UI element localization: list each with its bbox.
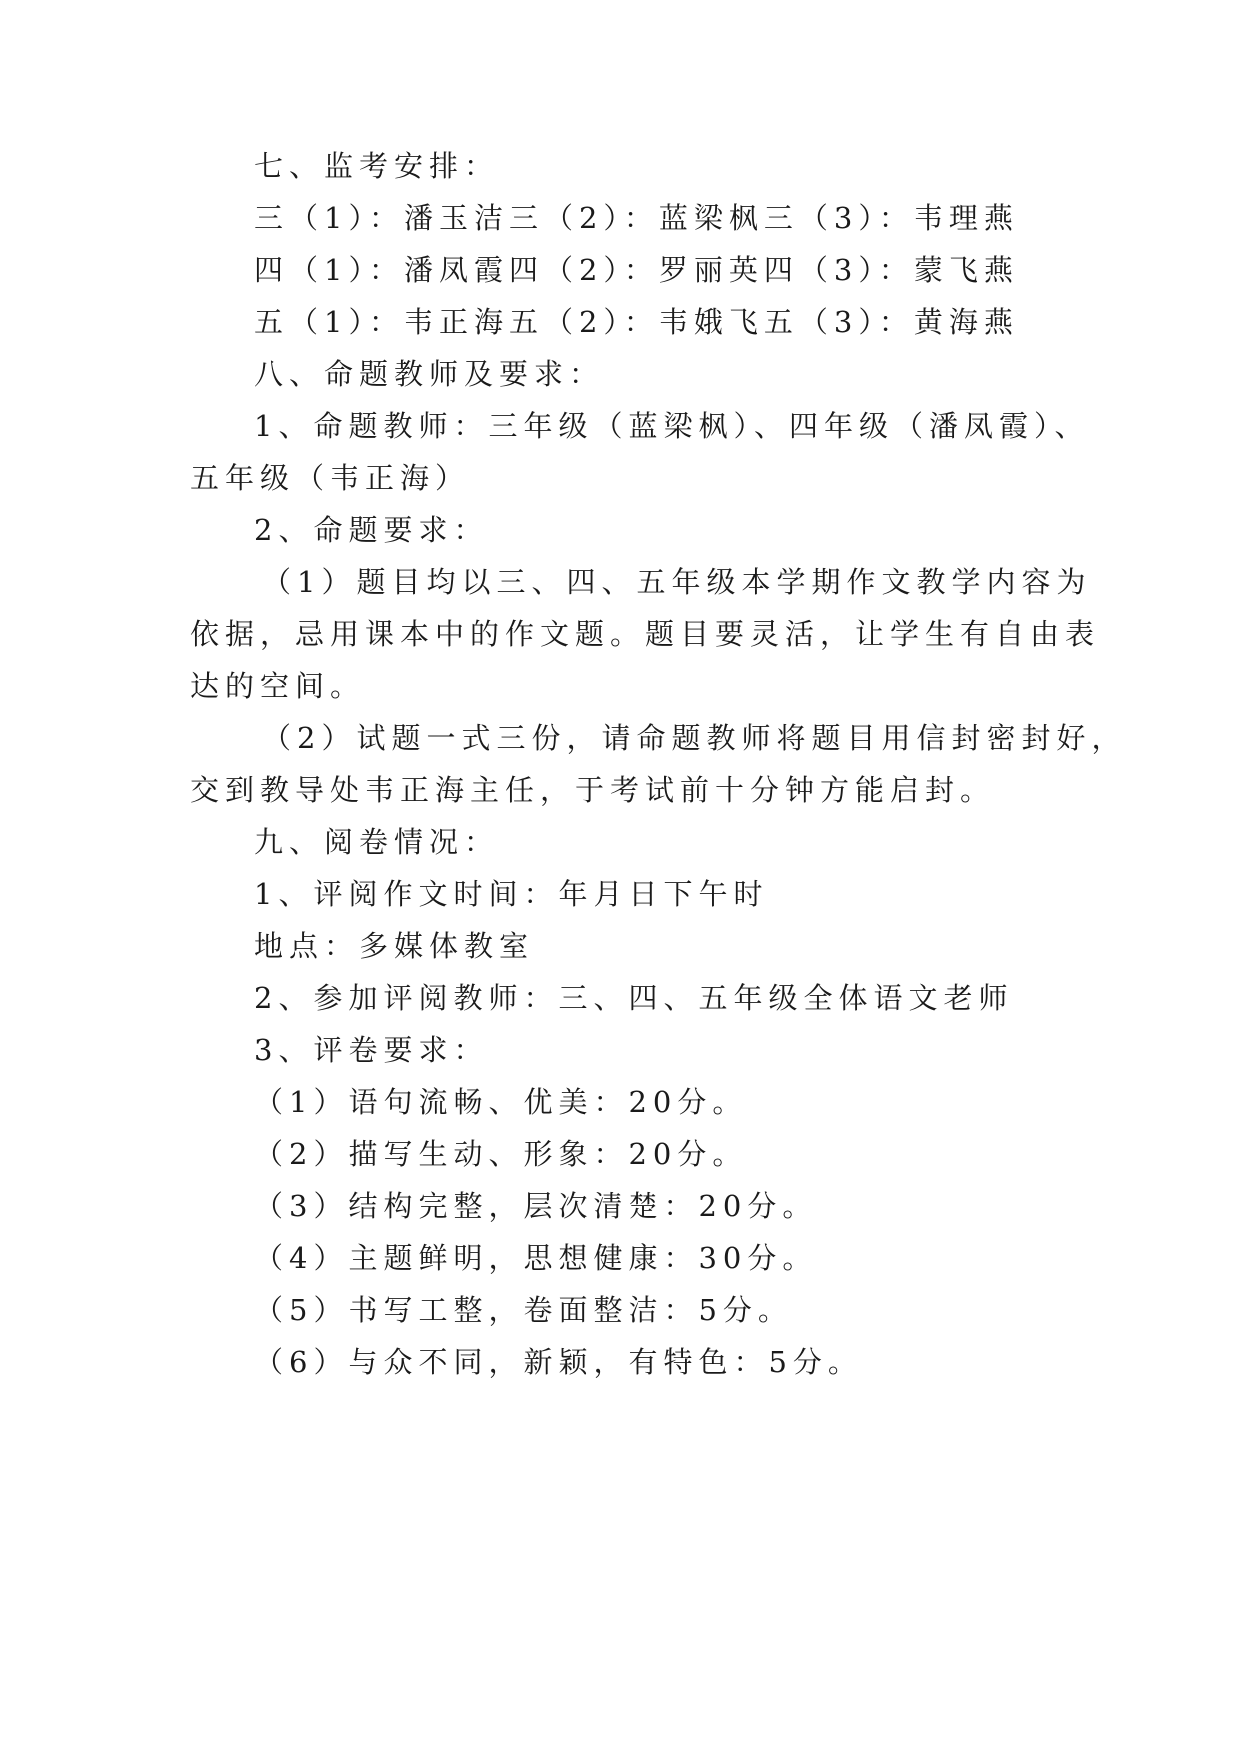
criterion-5: （5）书写工整，卷面整洁：5分。 [254, 1293, 793, 1327]
requirement-1-line-2: 依据，忌用课本中的作文题。题目要灵活，让学生有自由表 [190, 617, 1101, 651]
proctor-row-grade-5: 五（1）：韦正海五（2）：韦娥飞五（3）：黄海燕 [254, 305, 1019, 339]
requirement-2-line-1: （2）试题一式三份，请命题教师将题目用信封密封好， [262, 721, 1127, 755]
grading-requirements-heading: 3、评卷要求： [254, 1033, 489, 1067]
proctor-row-grade-3: 三（1）：潘玉洁三（2）：蓝梁枫三（3）：韦理燕 [254, 201, 1019, 235]
criterion-2: （2）描写生动、形象：20分。 [254, 1137, 748, 1171]
section-8-heading: 八、命题教师及要求： [254, 357, 605, 391]
grading-time: 1、评阅作文时间：年月日下午时 [254, 877, 769, 911]
grading-teachers: 2、参加评阅教师：三、四、五年级全体语文老师 [254, 981, 1014, 1015]
requirement-2-line-2: 交到教导处韦正海主任，于考试前十分钟方能启封。 [190, 773, 996, 807]
question-teachers-line-1: 1、命题教师：三年级（蓝梁枫）、四年级（潘凤霞）、 [254, 409, 1090, 443]
question-teachers-line-2: 五年级（韦正海） [190, 461, 471, 495]
criterion-4: （4）主题鲜明，思想健康：30分。 [254, 1241, 818, 1275]
criterion-3: （3）结构完整，层次清楚：20分。 [254, 1189, 818, 1223]
requirement-1-line-1: （1）题目均以三、四、五年级本学期作文教学内容为 [262, 565, 1092, 599]
section-7-heading: 七、监考安排： [254, 149, 500, 183]
proctor-row-grade-4: 四（1）：潘凤霞四（2）：罗丽英四（3）：蒙飞燕 [254, 253, 1019, 287]
criterion-1: （1）语句流畅、优美：20分。 [254, 1085, 748, 1119]
requirement-1-line-3: 达的空间。 [190, 669, 366, 703]
question-requirements-heading: 2、命题要求： [254, 513, 489, 547]
criterion-6: （6）与众不同，新颖，有特色：5分。 [254, 1345, 863, 1379]
grading-place: 地点：多媒体教室 [254, 929, 535, 963]
section-9-heading: 九、阅卷情况： [254, 825, 500, 859]
